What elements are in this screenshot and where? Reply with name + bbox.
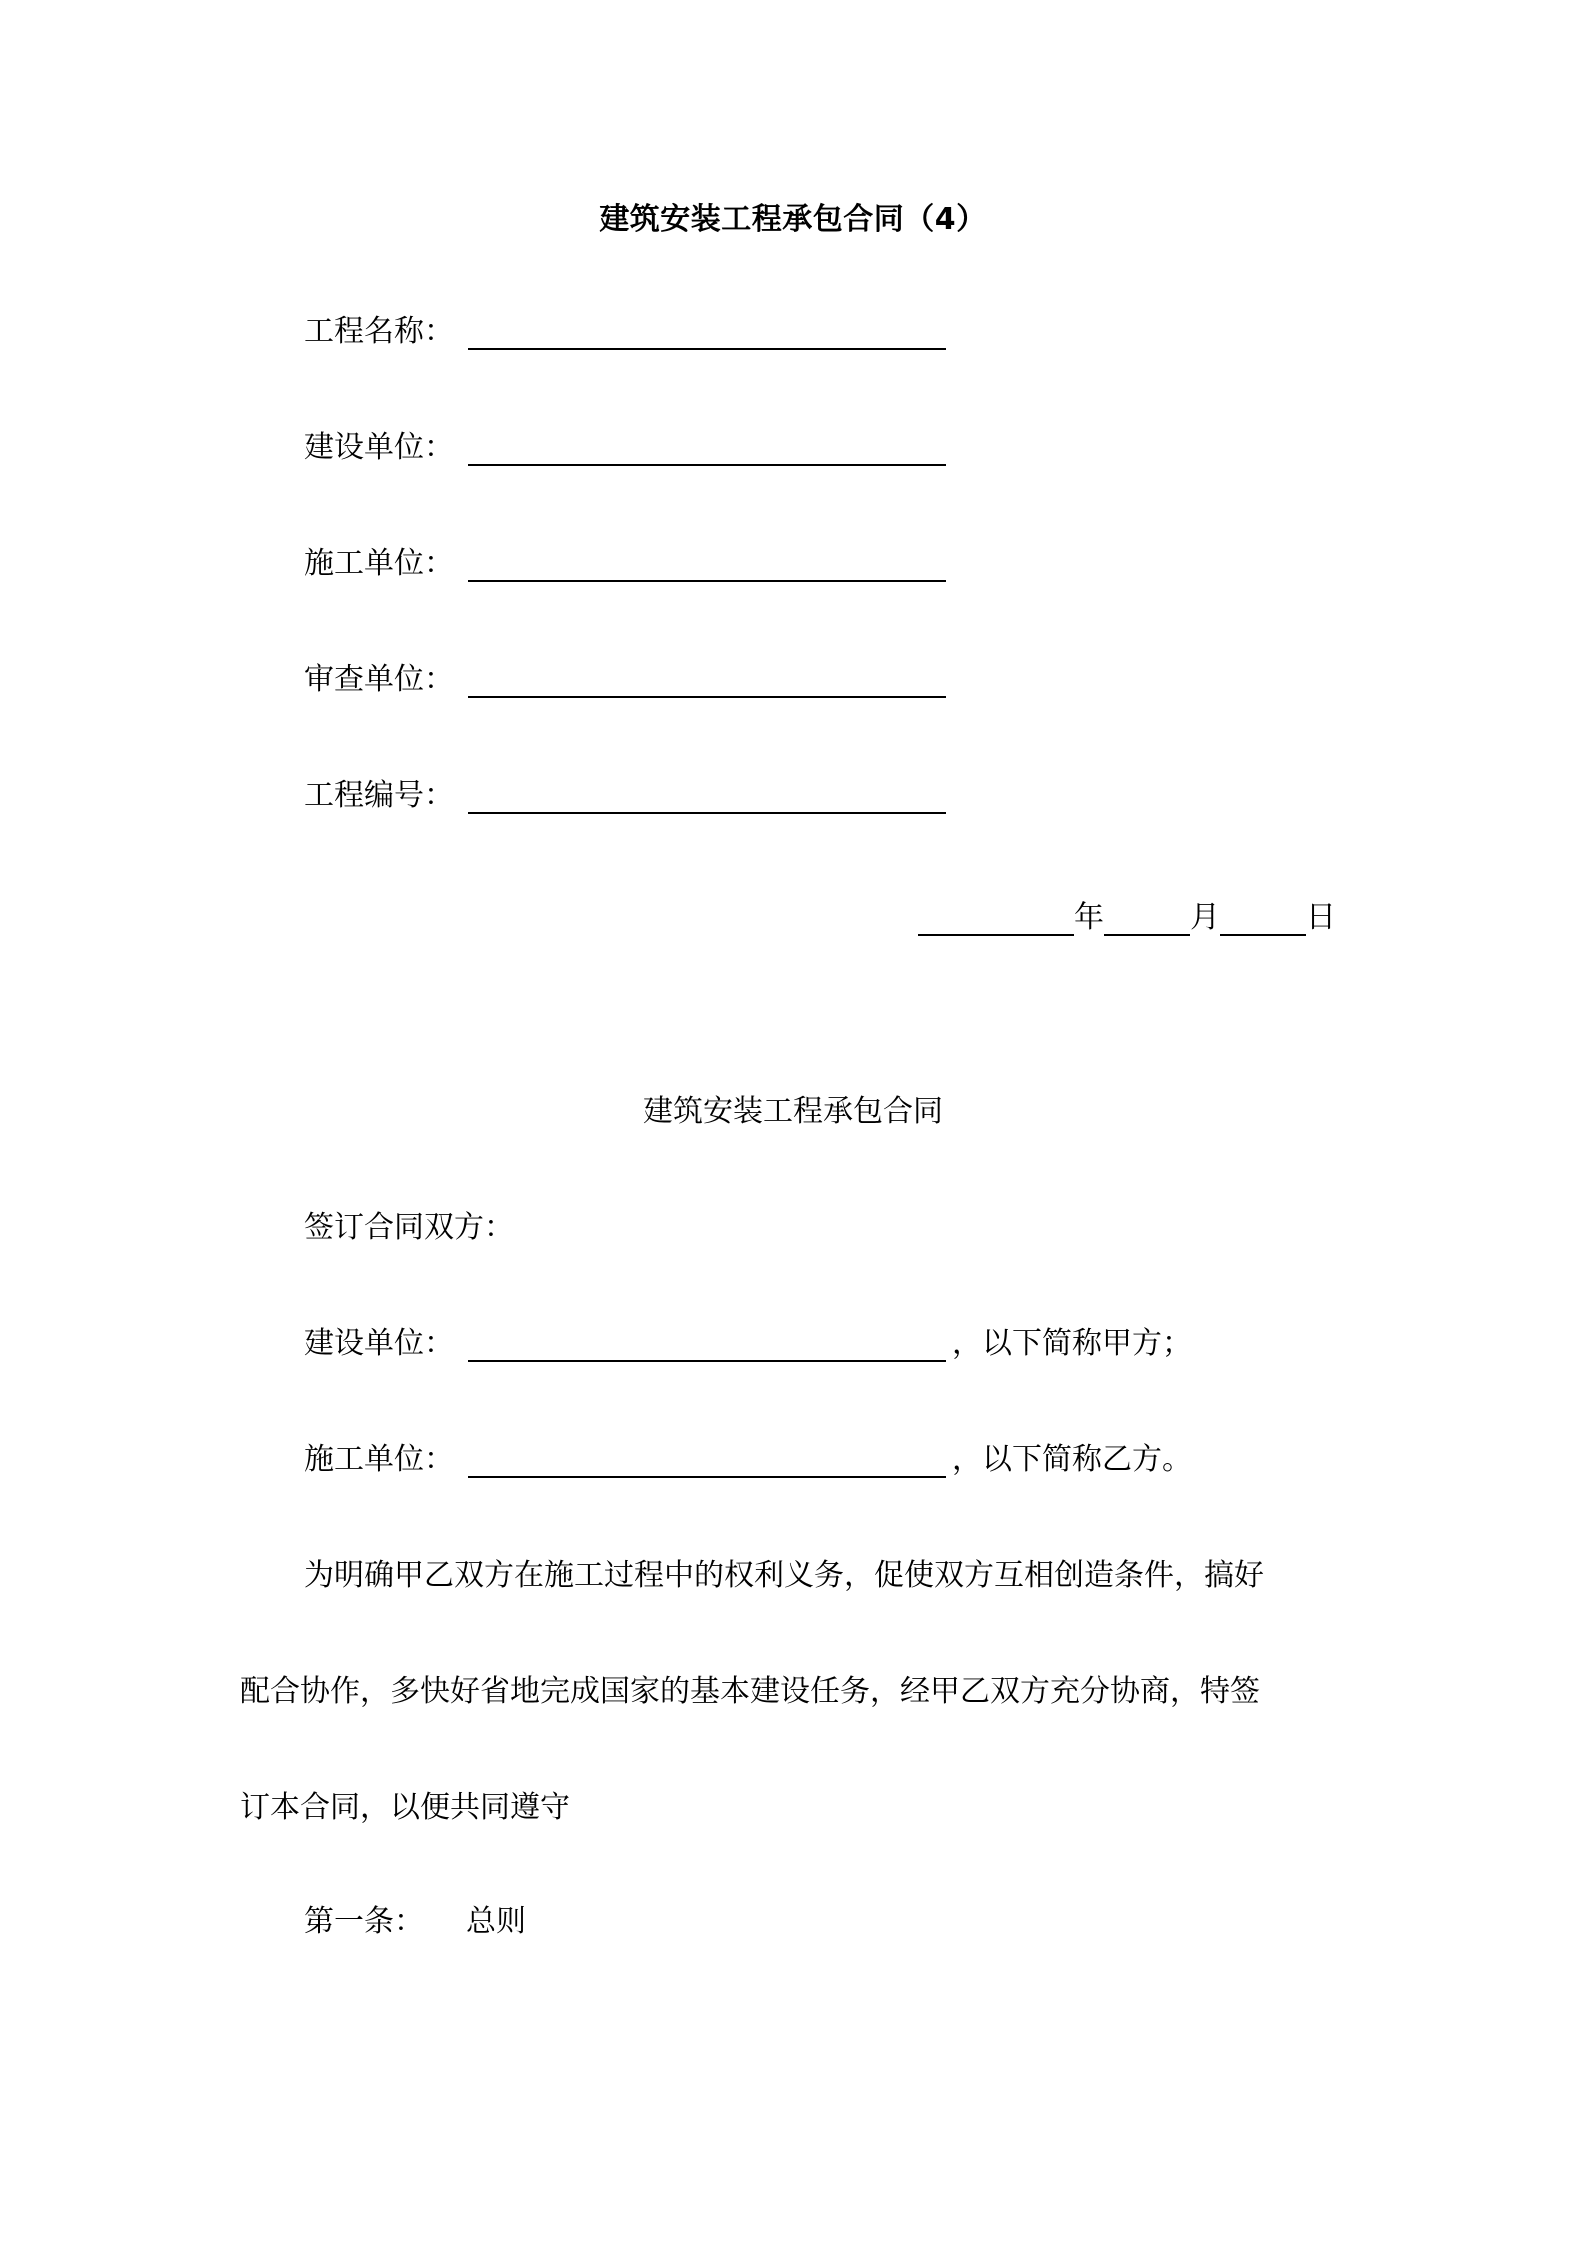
preamble-line-2: 配合协作，多快好省地完成国家的基本建设任务，经甲乙双方充分协商，特签 <box>240 1674 1260 1709</box>
field-label: 工程名称： <box>304 314 454 349</box>
field-label: 审查单位： <box>304 662 454 697</box>
cover-field-review-unit <box>304 658 946 702</box>
day-label: 日 <box>1306 900 1336 935</box>
article-title: 总则 <box>466 1904 526 1939</box>
year-label: 年 <box>1074 900 1104 935</box>
date-line <box>918 896 1336 940</box>
blank-line <box>468 696 946 698</box>
blank-line <box>468 464 946 466</box>
party-row-b <box>304 1438 1192 1482</box>
blank-line <box>468 1476 946 1478</box>
article-number: 第一条： <box>304 1904 424 1939</box>
contract-title: 建筑安装工程承包合同 <box>643 1094 943 1129</box>
day-blank <box>1220 934 1306 936</box>
year-blank <box>918 934 1074 936</box>
cover-field-contractor-unit <box>304 542 946 586</box>
cover-field-project-name <box>304 310 946 354</box>
party-row-a <box>304 1322 1192 1366</box>
cover-field-project-number <box>304 774 946 818</box>
month-label: 月 <box>1190 900 1220 935</box>
article-heading <box>304 1900 526 1944</box>
month-blank <box>1104 934 1190 936</box>
blank-line <box>468 812 946 814</box>
preamble-line-1: 为明确甲乙双方在施工过程中的权利义务，促使双方互相创造条件，搞好 <box>304 1558 1264 1593</box>
cover-field-construction-unit <box>304 426 946 470</box>
blank-line <box>468 348 946 350</box>
document-title: 建筑安装工程承包合同（4） <box>599 202 987 237</box>
party-suffix: ，以下简称甲方； <box>952 1326 1192 1361</box>
blank-line <box>468 580 946 582</box>
field-label: 工程编号： <box>304 778 454 813</box>
preamble-line-3: 订本合同，以便共同遵守 <box>240 1790 570 1825</box>
party-label: 建设单位： <box>304 1326 454 1361</box>
blank-line <box>468 1360 946 1362</box>
field-label: 施工单位： <box>304 546 454 581</box>
parties-intro: 签订合同双方： <box>304 1210 514 1245</box>
party-label: 施工单位： <box>304 1442 454 1477</box>
field-label: 建设单位： <box>304 430 454 465</box>
party-suffix: ，以下简称乙方。 <box>952 1442 1192 1477</box>
